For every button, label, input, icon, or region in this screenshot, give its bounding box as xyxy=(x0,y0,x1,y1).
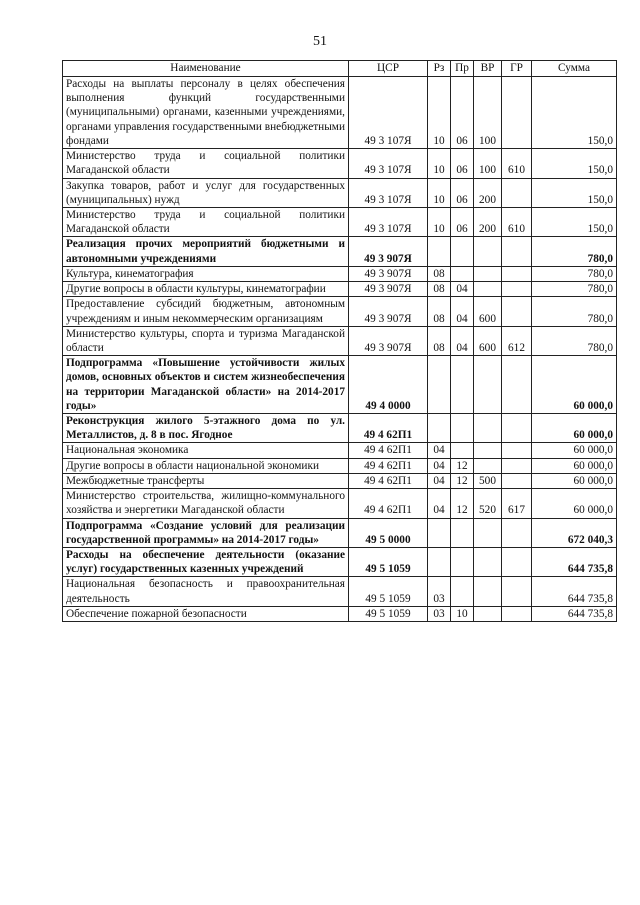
cell-sum: 60 000,0 xyxy=(532,489,617,518)
cell-pr xyxy=(451,518,474,547)
cell-gr xyxy=(502,282,532,297)
table-row xyxy=(63,577,617,606)
cell-rz: 04 xyxy=(428,489,451,518)
table-row xyxy=(63,414,617,443)
cell-name: Реализация прочих мероприятий бюджетными и автономными учреждениями xyxy=(63,237,349,266)
cell-gr xyxy=(502,414,532,443)
cell-csr: 49 5 1059 xyxy=(349,548,428,577)
cell-gr xyxy=(502,548,532,577)
cell-csr: 49 3 907Я xyxy=(349,297,428,326)
cell-sum: 150,0 xyxy=(532,149,617,178)
cell-rz xyxy=(428,548,451,577)
cell-vr: 100 xyxy=(474,77,502,149)
cell-gr xyxy=(502,237,532,266)
cell-vr xyxy=(474,266,502,281)
cell-pr: 10 xyxy=(451,606,474,621)
cell-gr xyxy=(502,473,532,488)
cell-name: Межбюджетные трансферты xyxy=(63,473,349,488)
cell-sum: 644 735,8 xyxy=(532,548,617,577)
cell-vr: 200 xyxy=(474,207,502,236)
cell-vr xyxy=(474,414,502,443)
cell-rz: 03 xyxy=(428,606,451,621)
cell-name: Подпрограмма «Создание условий для реализации государственной программы» на 2014-2017 годы» xyxy=(63,518,349,547)
header-gr: ГР xyxy=(502,61,532,77)
cell-name: Министерство культуры, спорта и туризма Магаданской области xyxy=(63,326,349,355)
cell-rz: 04 xyxy=(428,473,451,488)
cell-gr xyxy=(502,297,532,326)
cell-name: Министерство строительства, жилищно-коммунального хозяйства и энергетики Магаданской области xyxy=(63,489,349,518)
cell-gr xyxy=(502,356,532,414)
table-row xyxy=(63,518,617,547)
header-sum: Сумма xyxy=(532,61,617,77)
table-row xyxy=(63,178,617,207)
table-header-row xyxy=(63,61,617,77)
cell-rz xyxy=(428,356,451,414)
cell-name: Расходы на выплаты персоналу в целях обеспечения выполнения функций государственными (муниципальными) органами, казенными учреждениями, органами управления государственными внебюджетными фондами xyxy=(63,77,349,149)
cell-csr: 49 4 0000 xyxy=(349,356,428,414)
cell-vr: 500 xyxy=(474,473,502,488)
cell-sum: 780,0 xyxy=(532,297,617,326)
table-row xyxy=(63,473,617,488)
cell-pr: 06 xyxy=(451,178,474,207)
cell-pr xyxy=(451,443,474,458)
cell-vr xyxy=(474,443,502,458)
page-number: 51 xyxy=(313,34,327,49)
header-csr: ЦСР xyxy=(349,61,428,77)
cell-sum: 150,0 xyxy=(532,207,617,236)
cell-vr xyxy=(474,548,502,577)
cell-sum: 644 735,8 xyxy=(532,577,617,606)
cell-sum: 60 000,0 xyxy=(532,458,617,473)
cell-vr: 520 xyxy=(474,489,502,518)
budget-table xyxy=(62,60,617,622)
header-pr: Пр xyxy=(451,61,474,77)
cell-gr xyxy=(502,606,532,621)
cell-vr: 600 xyxy=(474,297,502,326)
cell-csr: 49 4 62П1 xyxy=(349,414,428,443)
cell-pr: 06 xyxy=(451,77,474,149)
cell-csr: 49 3 907Я xyxy=(349,326,428,355)
cell-csr: 49 4 62П1 xyxy=(349,443,428,458)
cell-vr xyxy=(474,577,502,606)
table-row xyxy=(63,149,617,178)
cell-sum: 60 000,0 xyxy=(532,356,617,414)
cell-vr: 600 xyxy=(474,326,502,355)
table-row xyxy=(63,326,617,355)
header-vr: ВР xyxy=(474,61,502,77)
table-row xyxy=(63,606,617,621)
cell-csr: 49 3 907Я xyxy=(349,266,428,281)
cell-csr: 49 3 107Я xyxy=(349,77,428,149)
cell-vr xyxy=(474,518,502,547)
cell-csr: 49 4 62П1 xyxy=(349,489,428,518)
cell-pr: 06 xyxy=(451,149,474,178)
cell-name: Другие вопросы в области национальной экономики xyxy=(63,458,349,473)
table-row xyxy=(63,489,617,518)
cell-sum: 780,0 xyxy=(532,237,617,266)
cell-sum: 150,0 xyxy=(532,178,617,207)
cell-rz: 04 xyxy=(428,458,451,473)
cell-name: Расходы на обеспечение деятельности (оказание услуг) государственных казенных учреждений xyxy=(63,548,349,577)
cell-rz xyxy=(428,237,451,266)
cell-rz: 10 xyxy=(428,77,451,149)
table-row xyxy=(63,266,617,281)
cell-sum: 672 040,3 xyxy=(532,518,617,547)
cell-pr: 12 xyxy=(451,489,474,518)
cell-rz: 08 xyxy=(428,282,451,297)
cell-pr xyxy=(451,577,474,606)
table-row xyxy=(63,77,617,149)
cell-vr: 200 xyxy=(474,178,502,207)
cell-sum: 60 000,0 xyxy=(532,414,617,443)
table-row xyxy=(63,282,617,297)
cell-gr: 610 xyxy=(502,149,532,178)
table-row xyxy=(63,443,617,458)
cell-pr: 04 xyxy=(451,282,474,297)
cell-vr xyxy=(474,237,502,266)
table-row xyxy=(63,207,617,236)
cell-name: Другие вопросы в области культуры, кинематографии xyxy=(63,282,349,297)
cell-gr xyxy=(502,577,532,606)
cell-csr: 49 3 907Я xyxy=(349,282,428,297)
header-rz: Рз xyxy=(428,61,451,77)
cell-rz: 10 xyxy=(428,178,451,207)
cell-name: Национальная экономика xyxy=(63,443,349,458)
cell-vr: 100 xyxy=(474,149,502,178)
cell-csr: 49 3 107Я xyxy=(349,178,428,207)
cell-name: Закупка товаров, работ и услуг для государственных (муниципальных) нужд xyxy=(63,178,349,207)
cell-gr xyxy=(502,518,532,547)
cell-pr: 04 xyxy=(451,297,474,326)
cell-csr: 49 5 1059 xyxy=(349,606,428,621)
cell-pr xyxy=(451,548,474,577)
table-row xyxy=(63,297,617,326)
cell-csr: 49 3 907Я xyxy=(349,237,428,266)
cell-name: Обеспечение пожарной безопасности xyxy=(63,606,349,621)
table-row xyxy=(63,458,617,473)
cell-gr xyxy=(502,458,532,473)
table-row xyxy=(63,548,617,577)
cell-gr xyxy=(502,443,532,458)
cell-rz: 03 xyxy=(428,577,451,606)
cell-gr xyxy=(502,266,532,281)
cell-vr xyxy=(474,606,502,621)
table-row xyxy=(63,356,617,414)
cell-csr: 49 3 107Я xyxy=(349,207,428,236)
cell-vr xyxy=(474,458,502,473)
cell-rz: 04 xyxy=(428,443,451,458)
cell-rz xyxy=(428,414,451,443)
cell-name: Культура, кинематография xyxy=(63,266,349,281)
cell-name: Реконструкция жилого 5-этажного дома по ул. Металлистов, д. 8 в пос. Ягодное xyxy=(63,414,349,443)
cell-csr: 49 5 0000 xyxy=(349,518,428,547)
cell-gr: 617 xyxy=(502,489,532,518)
cell-rz: 10 xyxy=(428,207,451,236)
cell-name: Министерство труда и социальной политики Магаданской области xyxy=(63,149,349,178)
cell-sum: 780,0 xyxy=(532,326,617,355)
cell-sum: 60 000,0 xyxy=(532,443,617,458)
cell-pr: 04 xyxy=(451,326,474,355)
cell-csr: 49 3 107Я xyxy=(349,149,428,178)
cell-rz: 08 xyxy=(428,326,451,355)
cell-vr xyxy=(474,356,502,414)
cell-rz: 08 xyxy=(428,297,451,326)
cell-csr: 49 4 62П1 xyxy=(349,458,428,473)
cell-pr: 12 xyxy=(451,473,474,488)
cell-rz: 10 xyxy=(428,149,451,178)
cell-pr: 06 xyxy=(451,207,474,236)
cell-sum: 60 000,0 xyxy=(532,473,617,488)
cell-gr xyxy=(502,77,532,149)
cell-sum: 780,0 xyxy=(532,282,617,297)
cell-gr: 612 xyxy=(502,326,532,355)
cell-name: Подпрограмма «Повышение устойчивости жилых домов, основных объектов и систем жизнеобеспечения на территории Магаданской области» на 2014-2017 годы» xyxy=(63,356,349,414)
cell-csr: 49 5 1059 xyxy=(349,577,428,606)
cell-csr: 49 4 62П1 xyxy=(349,473,428,488)
cell-pr xyxy=(451,266,474,281)
cell-pr: 12 xyxy=(451,458,474,473)
cell-name: Национальная безопасность и правоохранительная деятельность xyxy=(63,577,349,606)
cell-rz: 08 xyxy=(428,266,451,281)
cell-vr xyxy=(474,282,502,297)
cell-gr: 610 xyxy=(502,207,532,236)
cell-name: Министерство труда и социальной политики Магаданской области xyxy=(63,207,349,236)
table-row xyxy=(63,237,617,266)
cell-sum: 780,0 xyxy=(532,266,617,281)
cell-sum: 644 735,8 xyxy=(532,606,617,621)
cell-pr xyxy=(451,237,474,266)
cell-name: Предоставление субсидий бюджетным, автономным учреждениям и иным некоммерческим организациям xyxy=(63,297,349,326)
header-name: Наименование xyxy=(63,61,349,77)
cell-gr xyxy=(502,178,532,207)
cell-pr xyxy=(451,414,474,443)
cell-pr xyxy=(451,356,474,414)
cell-sum: 150,0 xyxy=(532,77,617,149)
cell-rz xyxy=(428,518,451,547)
